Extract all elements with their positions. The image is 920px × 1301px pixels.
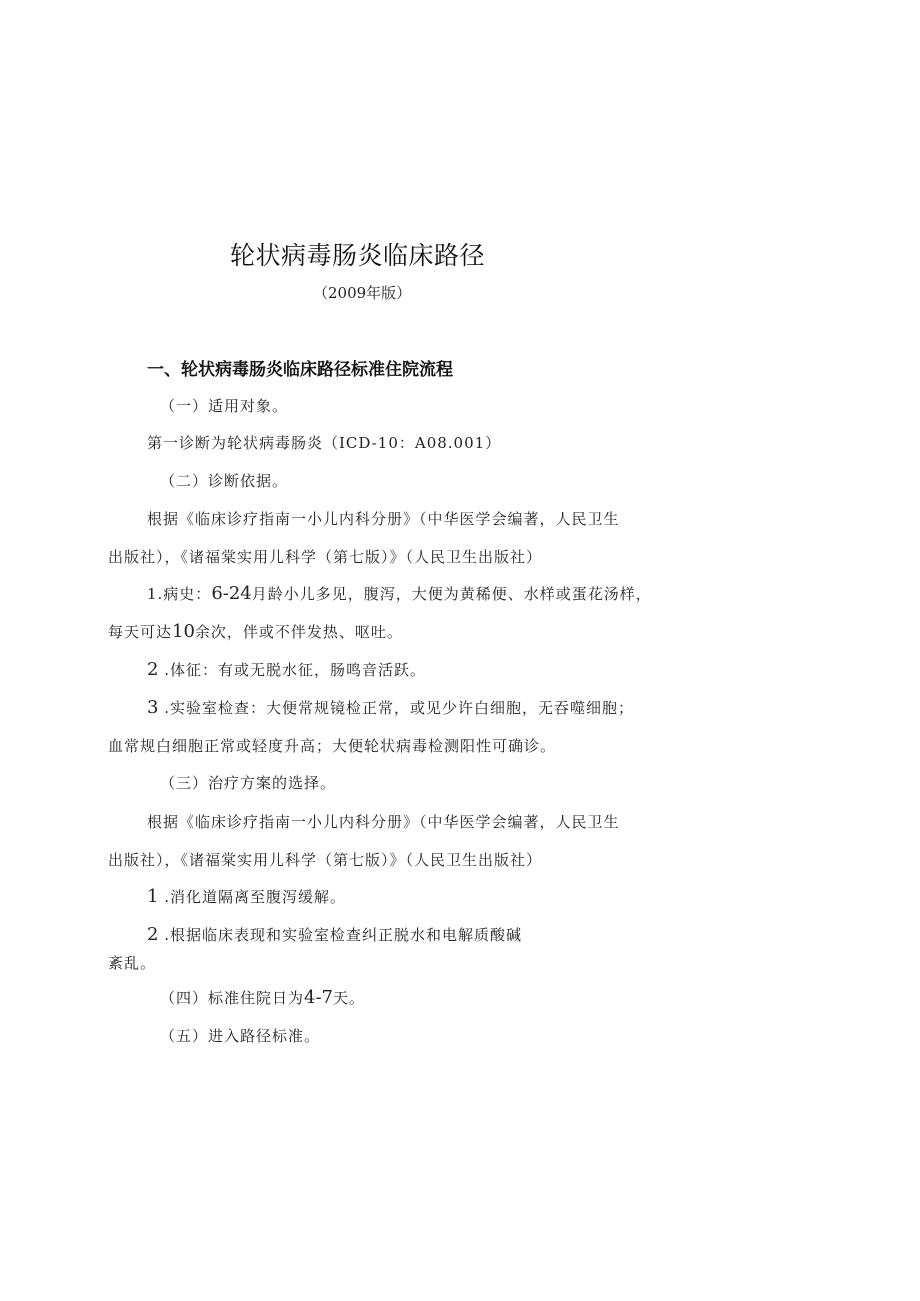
history-line-cont <box>108 622 403 642</box>
treatment-heading: （三）治疗方案的选择。 <box>160 774 337 792</box>
diag-basis-line-1: 根据《临床诊疗指南一小儿内科分册》（中华医学会编著，人民卫生 <box>147 510 620 528</box>
standard-stay-days: 4-7 <box>304 987 334 1008</box>
standard-stay-prefix: （四）标准住院日为 <box>160 989 305 1007</box>
treatment-item-1-text: .消化道隔离至腹泻缓解。 <box>164 888 347 906</box>
lab-line-cont: 血常规白细胞正常或轻度升高；大便轮状病毒检测阳性可确诊。 <box>108 737 557 755</box>
treat-basis-line-1: 根据《临床诊疗指南一小儿内科分册》（中华医学会编著，人民卫生 <box>147 813 620 831</box>
treatment-item-1 <box>147 887 346 907</box>
history-rest: 月龄小儿多见，腹泻，大便为黄稀便、水样或蛋花汤样， <box>251 585 652 603</box>
signs-text: .体征：有或无脱水征，肠鸣音活跃。 <box>164 661 427 679</box>
history-age-range: 6-24 <box>211 583 252 604</box>
treatment-item-2-number: 2 <box>147 924 159 945</box>
signs-number: 2 <box>147 659 159 680</box>
standard-stay-line <box>160 988 365 1008</box>
standard-stay-suffix: 天。 <box>333 989 366 1007</box>
signs-line <box>147 660 426 680</box>
history-cont-rest: 余次，伴或不伴发热、呕吐。 <box>194 623 403 641</box>
section-heading: 一、轮状病毒肠炎临床路径标准住院流程 <box>147 360 453 380</box>
document-subtitle: （2009年版） <box>313 284 412 302</box>
lab-text: .实验室检查：大便常规镜检正常，或见少许白细胞，无吞噬细胞； <box>164 699 635 717</box>
treatment-item-2-cont: 紊乱。 <box>108 954 157 972</box>
treatment-item-2 <box>147 925 522 945</box>
lab-line <box>147 698 634 718</box>
document-title: 轮状病毒肠炎临床路径 <box>230 241 486 270</box>
applicable-heading: （一）适用对象。 <box>160 397 289 415</box>
diagnosis-heading: （二）诊断依据。 <box>160 472 289 490</box>
entry-heading: （五）进入路径标准。 <box>160 1027 321 1045</box>
history-prefix: 1.病史： <box>147 585 212 603</box>
history-count: 10 <box>172 621 195 642</box>
history-cont-prefix: 每天可达 <box>108 623 173 641</box>
first-diagnosis: 第一诊断为轮状病毒肠炎（ICD-10：A08.001） <box>147 434 502 452</box>
treat-basis-line-2: 出版社），《诸福棠实用儿科学（第七版）》（人民卫生出版社） <box>108 851 543 869</box>
treatment-item-1-number: 1 <box>147 886 159 907</box>
lab-number: 3 <box>147 697 159 718</box>
treatment-item-2-text: .根据临床表现和实验室检查纠正脱水和电解质酸碱 <box>164 926 523 944</box>
diag-basis-line-2: 出版社），《诸福棠实用儿科学（第七版）》（人民卫生出版社） <box>108 548 543 566</box>
history-line <box>147 584 652 604</box>
